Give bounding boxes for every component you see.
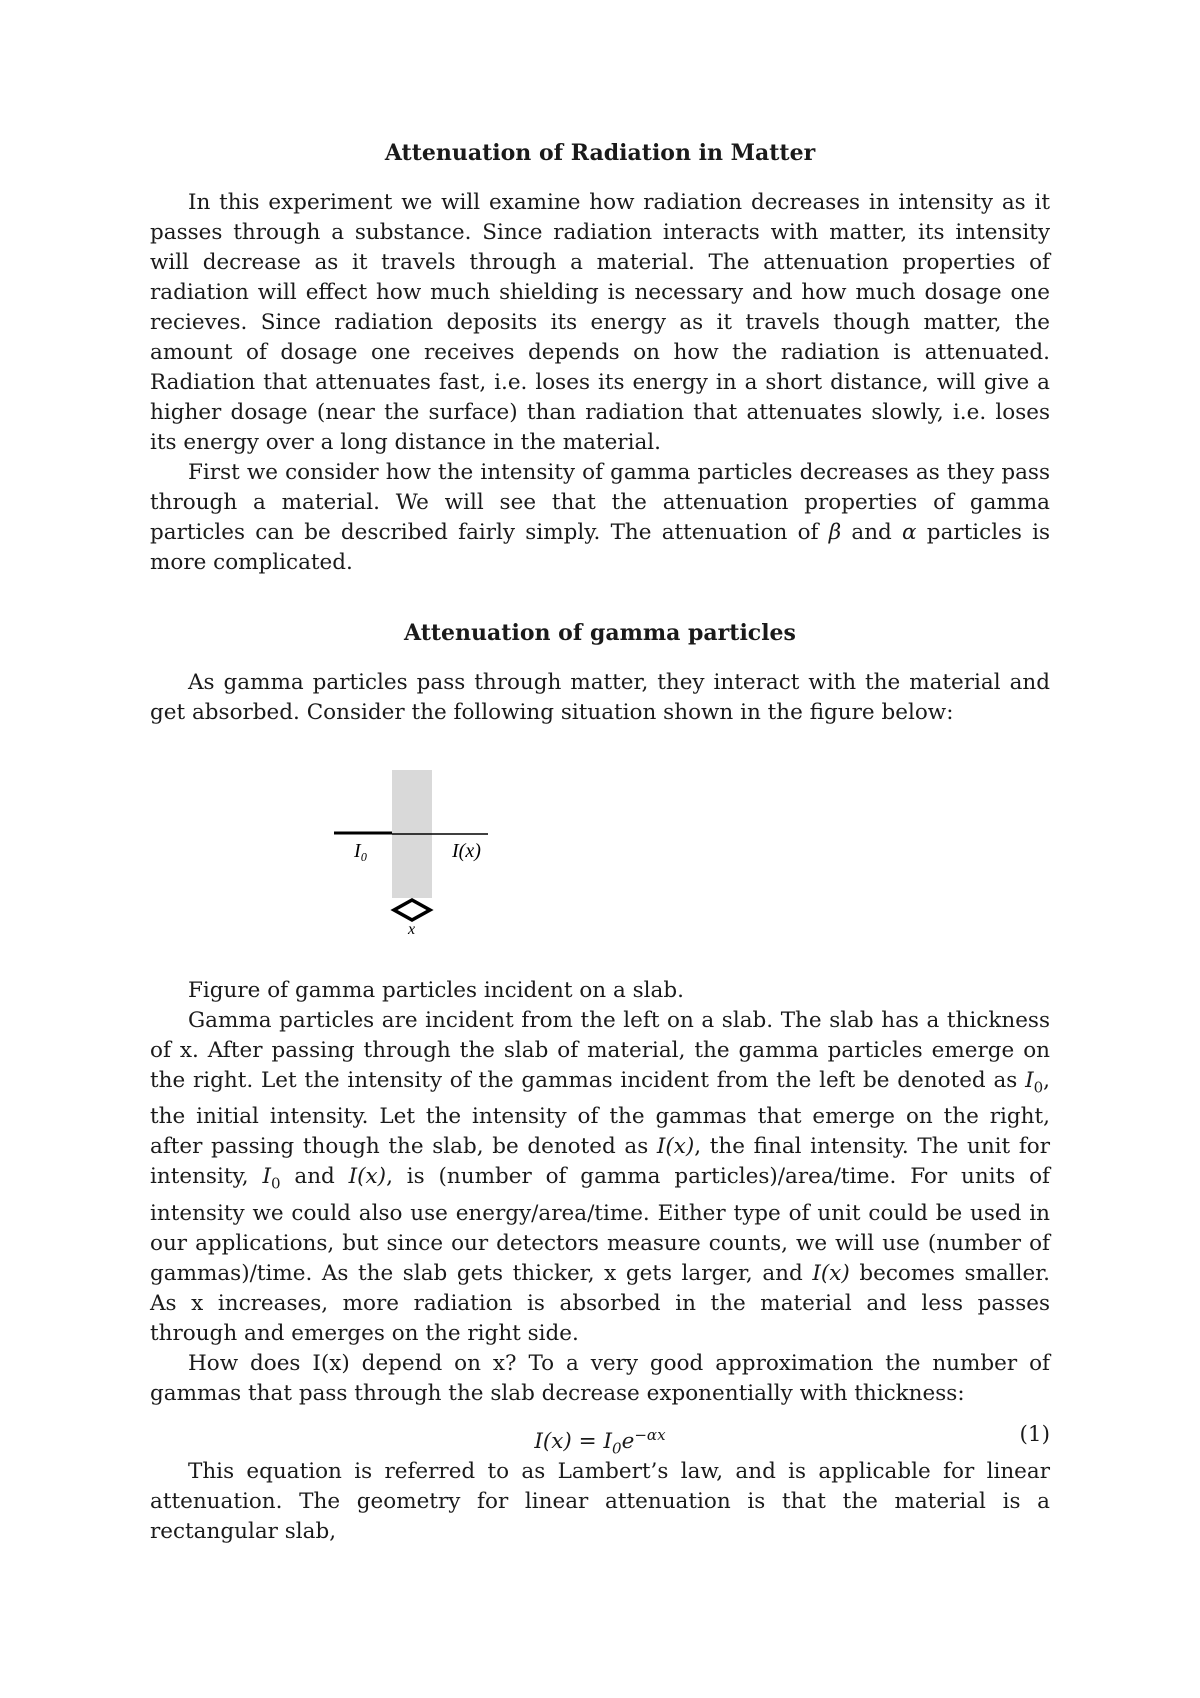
equation-number: (1) bbox=[1019, 1421, 1050, 1447]
p2-part6: becomes smaller. As x increases, more radiation is absorbed in the material and less passes through and emerges on the right side. bbox=[150, 1260, 1051, 1346]
p2-part4: and bbox=[280, 1164, 349, 1190]
p2-part2: , the initial intensity. Let the intensity of the gammas that emerge on the right, after passing though the slab, be denoted as bbox=[150, 1068, 1050, 1160]
beta-symbol: β bbox=[828, 520, 842, 545]
thickness-arrow-icon bbox=[394, 900, 430, 920]
intro-p2-text-after: particles is more complicated. bbox=[150, 520, 1050, 575]
section-paragraph-1: As gamma particles pass through matter, they interact with the material and get absorbed. Consider the following situation shown in the figure below: bbox=[150, 670, 1050, 725]
alpha-symbol: α bbox=[902, 520, 917, 545]
label-thickness: x bbox=[408, 921, 416, 938]
intro-p2-text-before: First we consider how the intensity of gamma particles decreases as they pass through a material. We will see that the attenuation properties of gamma particles can be described fairly simply. The attenuation of bbox=[150, 460, 1050, 545]
section-paragraph-4: This equation is referred to as Lambert’s law, and is applicable for linear attenuation. The geometry for linear attenuation is that the material is a rectangular slab, bbox=[150, 1458, 1050, 1544]
ix-symbol-3: I(x) bbox=[812, 1260, 850, 1286]
ix-symbol-2: I(x) bbox=[348, 1164, 387, 1190]
slab-figure bbox=[150, 736, 1050, 976]
i0-symbol-2: I bbox=[262, 1164, 271, 1190]
label-ix: I(x) bbox=[452, 840, 481, 862]
slab-diagram bbox=[150, 736, 1050, 976]
document-page bbox=[150, 140, 1050, 1547]
section-heading: Attenuation of gamma particles bbox=[404, 620, 796, 646]
intro-p2-and: and bbox=[841, 520, 903, 545]
equation-body bbox=[150, 1415, 1050, 1468]
section-paragraph-2 bbox=[150, 1006, 1050, 1349]
equation-lhs: I(x) = I bbox=[534, 1428, 612, 1454]
equation-base: e bbox=[621, 1428, 635, 1454]
page-title: Attenuation of Radiation in Matter bbox=[384, 140, 816, 166]
i0-subscript: 0 bbox=[1033, 1078, 1044, 1097]
figure-caption: Figure of gamma particles incident on a slab. bbox=[188, 978, 684, 1003]
p2-part3: , the final intensity. The unit for intensity, bbox=[150, 1134, 1051, 1190]
equation-sub: 0 bbox=[612, 1439, 622, 1458]
equation-exponent: −αx bbox=[634, 1425, 666, 1444]
i0-symbol: I bbox=[1025, 1068, 1034, 1093]
i0-subscript-2: 0 bbox=[270, 1174, 281, 1193]
equation-1 bbox=[150, 1415, 1050, 1458]
ix-symbol: I(x) bbox=[656, 1134, 695, 1160]
p2-part5: , is (number of gamma particles)/area/time. For units of intensity we could also use energy/area/time. Either type of unit could be used in our applications, but since our detectors measure counts, we will use (number of gammas)/time. As the slab gets thicker, x gets larger, and bbox=[150, 1164, 1050, 1286]
p2-part1: Gamma particles are incident from the left on a slab. The slab has a thickness of x. After passing through the slab of material, the gamma particles emerge on the right. Let the intensity of the gammas incident from the left be denoted as bbox=[150, 1008, 1050, 1093]
intro-paragraph-1: In this experiment we will examine how radiation decreases in intensity as it passes through a substance. Since radiation interacts with matter, its intensity will decrease as it travels through a material. The attenuation properties of radiation will effect how much shielding is necessary and how much dosage one recieves. Since radiation deposits its energy as it travels though matter, the amount of dosage one receives depends on how the radiation is attenuated. Radiation that attenuates fast, i.e. loses its energy in a short distance, will give a higher dosage (near the surface) than radiation that attenuates slowly, i.e. loses its energy over a long distance in the material. bbox=[150, 190, 1050, 455]
section-paragraph-3: How does I(x) depend on x? To a very good approximation the number of gammas that pass through the slab decrease exponentially with thickness: bbox=[150, 1350, 1050, 1406]
label-i0: I₀ bbox=[354, 840, 368, 862]
intro-paragraph-2 bbox=[150, 458, 1050, 578]
